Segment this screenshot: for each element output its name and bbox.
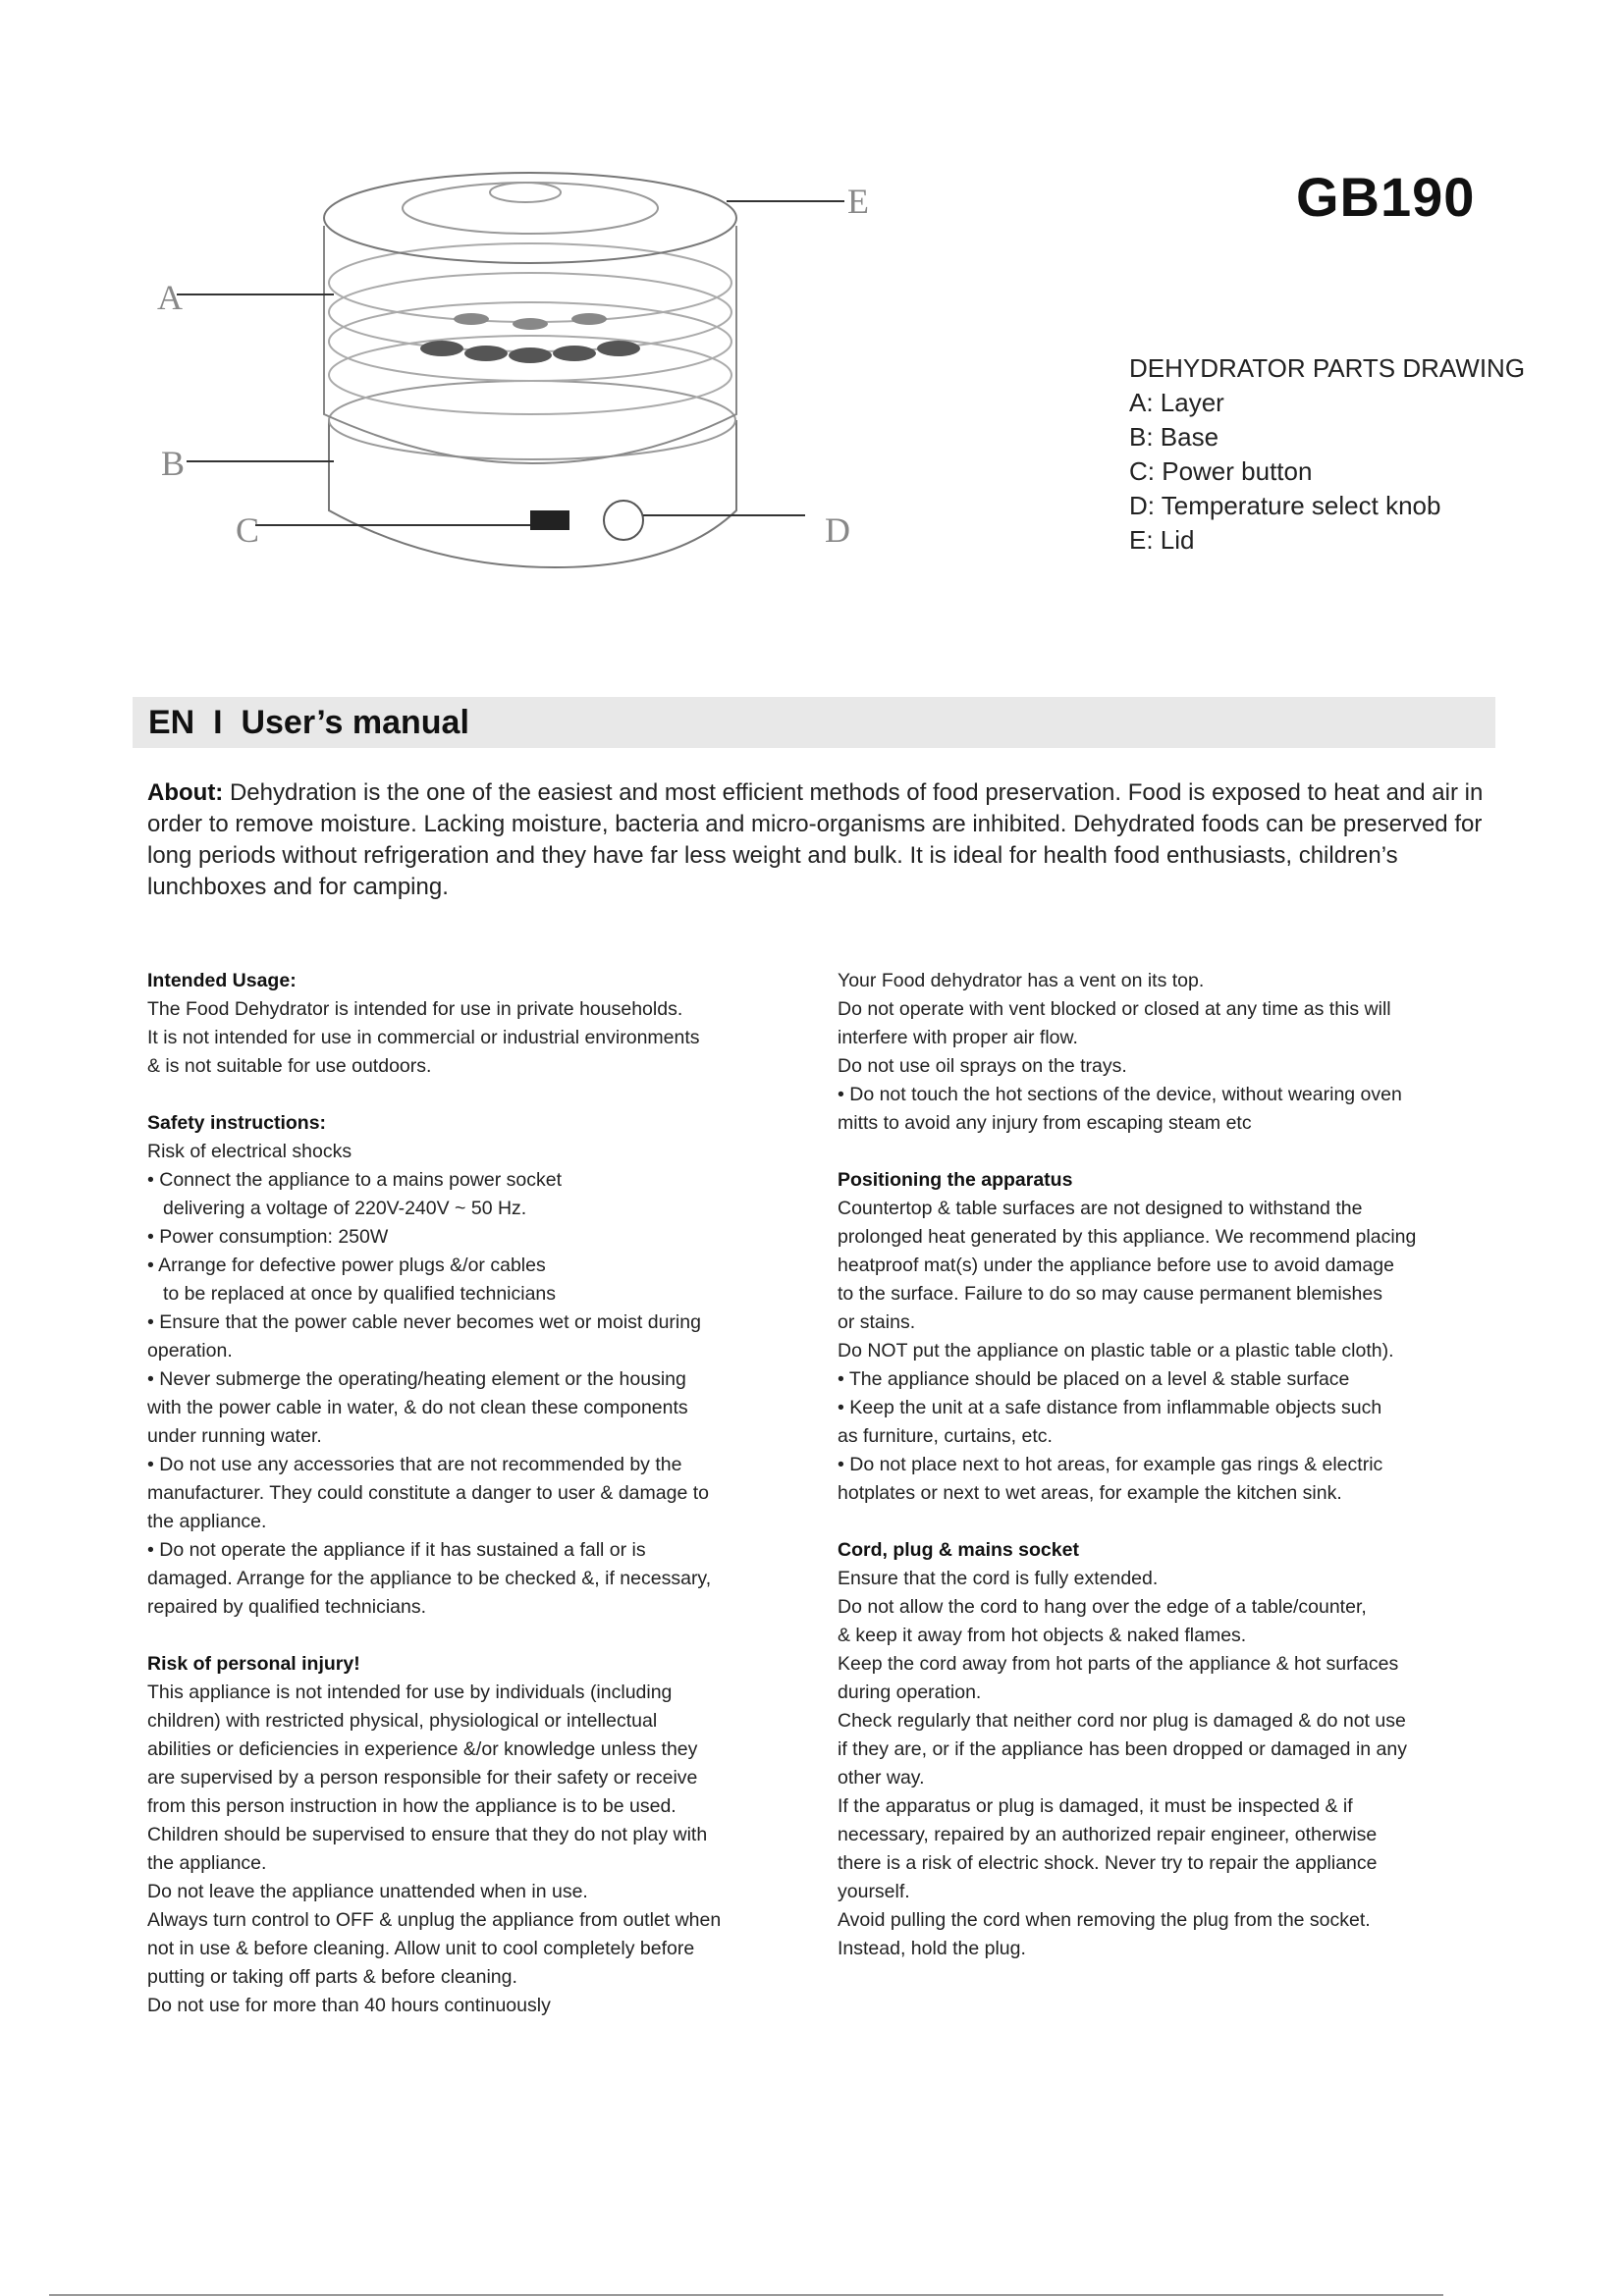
text-line: mitts to avoid any injury from escaping steam etc xyxy=(838,1112,1252,1134)
text-line: prolonged heat generated by this appliance. We recommend placing xyxy=(838,1226,1417,1248)
part-e: E: Lid xyxy=(1129,525,1195,555)
text-line: Ensure that the cord is fully extended. xyxy=(838,1568,1159,1589)
text-line: • The appliance should be placed on a level & stable surface xyxy=(838,1368,1350,1390)
text-line: heatproof mat(s) under the appliance before use to avoid damage xyxy=(838,1255,1394,1276)
parts-heading: DEHYDRATOR PARTS DRAWING xyxy=(1129,353,1526,383)
dehydrator-parts-drawing xyxy=(147,157,893,569)
text-line: under running water. xyxy=(147,1425,322,1447)
text-line: manufacturer. They could constitute a danger to user & damage to xyxy=(147,1482,709,1504)
text-line: • Do not operate the appliance if it has sustained a fall or is xyxy=(147,1539,646,1561)
callout-b: B xyxy=(161,444,186,483)
about-text: Dehydration is the one of the easiest and most efficient methods of food preservation. Food is exposed to heat and air in order to remove moisture. Lacking moisture, bacteria and micro-organisms are inhibited. Dehydrated foods can be preserved for long periods without refrigeration and they have far less weight and bulk. It is ideal for health food enthusiasts, children’s lunchboxes and for camping. xyxy=(147,779,1484,900)
intended-usage-heading: Intended Usage: xyxy=(147,970,297,991)
text-line: Do not use for more than 40 hours continuously xyxy=(147,1995,551,2016)
text-line: as furniture, curtains, etc. xyxy=(838,1425,1053,1447)
text-line: Do not operate with vent blocked or closed at any time as this will xyxy=(838,998,1391,1020)
text-line: • Arrange for defective power plugs &/or cables xyxy=(147,1255,546,1276)
temperature-knob-drawing xyxy=(604,501,643,540)
text-line: Do not leave the appliance unattended when in use. xyxy=(147,1881,588,1902)
part-c: C: Power button xyxy=(1129,456,1313,486)
text-line: children) with restricted physical, physiological or intellectual xyxy=(147,1710,658,1732)
text-line: If the apparatus or plug is damaged, it must be inspected & if xyxy=(838,1795,1353,1817)
text-line: damaged. Arrange for the appliance to be checked &, if necessary, xyxy=(147,1568,712,1589)
text-line: during operation. xyxy=(838,1682,982,1703)
text-line: not in use & before cleaning. Allow unit to cool completely before xyxy=(147,1938,695,1959)
text-line: to be replaced at once by qualified technicians xyxy=(163,1283,557,1305)
text-line: Countertop & table surfaces are not designed to withstand the xyxy=(838,1198,1363,1219)
positioning-heading: Positioning the apparatus xyxy=(838,1169,1073,1191)
text-line: or stains. xyxy=(838,1311,916,1333)
text-line: • Do not place next to hot areas, for example gas rings & electric xyxy=(838,1454,1383,1475)
text-line: Do not use oil sprays on the trays. xyxy=(838,1055,1127,1077)
text-line: Avoid pulling the cord when removing the plug from the socket. xyxy=(838,1909,1371,1931)
text-line: the appliance. xyxy=(147,1852,267,1874)
text-line: • Power consumption: 250W xyxy=(147,1226,389,1248)
callout-d: D xyxy=(825,510,850,550)
safety-heading: Safety instructions: xyxy=(147,1112,327,1134)
text-line: Keep the cord away from hot parts of the appliance & hot surfaces xyxy=(838,1653,1399,1675)
callout-a: A xyxy=(157,278,183,317)
text-line: Instead, hold the plug. xyxy=(838,1938,1026,1959)
text-line: Your Food dehydrator has a vent on its top. xyxy=(838,970,1205,991)
text-line: • Ensure that the power cable never becomes wet or moist during xyxy=(147,1311,701,1333)
text-line: & is not suitable for use outdoors. xyxy=(147,1055,432,1077)
callout-e: E xyxy=(847,182,869,221)
text-line: to the surface. Failure to do so may cause permanent blemishes xyxy=(838,1283,1382,1305)
text-line: • Never submerge the operating/heating element or the housing xyxy=(147,1368,686,1390)
text-line: & keep it away from hot objects & naked flames. xyxy=(838,1625,1247,1646)
text-line: the appliance. xyxy=(147,1511,267,1532)
text-line: yourself. xyxy=(838,1881,910,1902)
text-line: are supervised by a person responsible for their safety or receive xyxy=(147,1767,698,1789)
text-line: • Do not use any accessories that are not recommended by the xyxy=(147,1454,682,1475)
text-line: operation. xyxy=(147,1340,233,1362)
part-d: D: Temperature select knob xyxy=(1129,491,1441,520)
text-line: • Keep the unit at a safe distance from inflammable objects such xyxy=(838,1397,1382,1418)
power-button-drawing xyxy=(530,510,569,530)
text-line: • Connect the appliance to a mains power socket xyxy=(147,1169,562,1191)
text-line: repaired by qualified technicians. xyxy=(147,1596,427,1618)
text-line: other way. xyxy=(838,1767,925,1789)
text-line: from this person instruction in how the appliance is to be used. xyxy=(147,1795,677,1817)
callout-c: C xyxy=(236,510,260,550)
section-banner xyxy=(133,697,1495,748)
text-line: putting or taking off parts & before cleaning. xyxy=(147,1966,517,1988)
manual-title: EN I User’s manual xyxy=(148,703,469,741)
text-line: This appliance is not intended for use by individuals (including xyxy=(147,1682,673,1703)
text-line: interfere with proper air flow. xyxy=(838,1027,1078,1048)
model-number: GB190 xyxy=(1296,166,1476,228)
text-line: with the power cable in water, & do not clean these components xyxy=(147,1397,688,1418)
text-line: if they are, or if the appliance has been dropped or damaged in any xyxy=(838,1738,1407,1760)
text-line: hotplates or next to wet areas, for example the kitchen sink. xyxy=(838,1482,1342,1504)
text-line: delivering a voltage of 220V-240V ~ 50 Hz. xyxy=(163,1198,527,1219)
text-line: • Do not touch the hot sections of the device, without wearing oven xyxy=(838,1084,1402,1105)
text-line: Always turn control to OFF & unplug the appliance from outlet when xyxy=(147,1909,722,1931)
text-line: Do NOT put the appliance on plastic table or a plastic table cloth). xyxy=(838,1340,1394,1362)
text-line: It is not intended for use in commercial or industrial environments xyxy=(147,1027,700,1048)
text-line: Risk of electrical shocks xyxy=(147,1141,352,1162)
part-b: B: Base xyxy=(1129,422,1219,452)
text-line: Do not allow the cord to hang over the edge of a table/counter, xyxy=(838,1596,1367,1618)
text-line: necessary, repaired by an authorized repair engineer, otherwise xyxy=(838,1824,1378,1845)
left-column xyxy=(147,967,815,2020)
personal-injury-heading: Risk of personal injury! xyxy=(147,1653,360,1675)
text-line: abilities or deficiencies in experience &/or knowledge unless they xyxy=(147,1738,698,1760)
text-line: Check regularly that neither cord nor plug is damaged & do not use xyxy=(838,1710,1406,1732)
base-outline xyxy=(329,420,736,567)
cord-heading: Cord, plug & mains socket xyxy=(838,1539,1079,1561)
right-column xyxy=(838,967,1505,1963)
text-line: there is a risk of electric shock. Never try to repair the appliance xyxy=(838,1852,1378,1874)
part-a: A: Layer xyxy=(1129,388,1224,417)
parts-legend xyxy=(1129,351,1525,558)
about-label: About: xyxy=(147,779,224,806)
text-line: The Food Dehydrator is intended for use in private households. xyxy=(147,998,683,1020)
text-line: Children should be supervised to ensure that they do not play with xyxy=(147,1824,708,1845)
about-paragraph xyxy=(147,777,1492,903)
